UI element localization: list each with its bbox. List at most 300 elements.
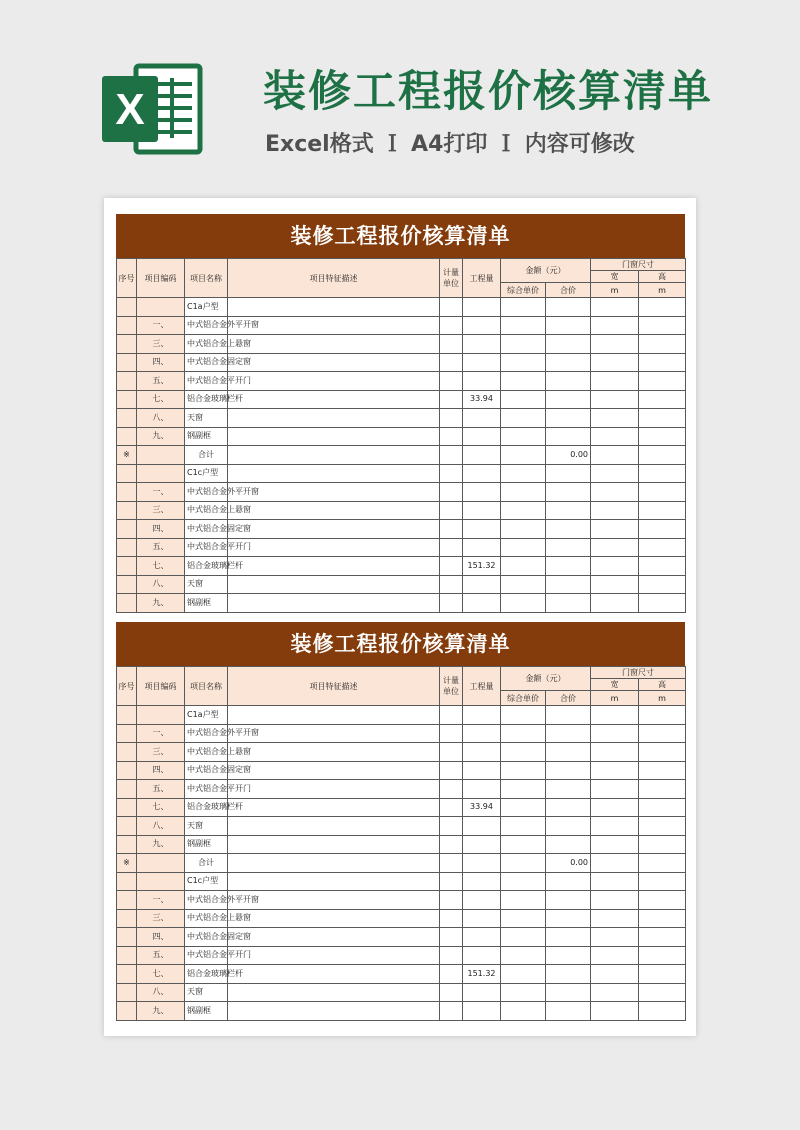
header-seq: 序号 xyxy=(117,259,137,298)
width-cell xyxy=(591,817,639,836)
height-cell xyxy=(639,390,686,409)
desc-cell xyxy=(228,335,440,354)
table-row xyxy=(117,353,686,372)
unit-price-cell xyxy=(501,724,546,743)
qty-cell xyxy=(463,372,501,391)
seq-cell xyxy=(117,872,137,891)
unit-cell xyxy=(440,557,463,576)
unit-price-cell xyxy=(501,1002,546,1021)
width-cell xyxy=(591,706,639,725)
name-cell: 铝合金玻璃栏杆 xyxy=(185,390,228,409)
width-cell xyxy=(591,427,639,446)
desc-cell xyxy=(228,594,440,613)
header-height-unit: m xyxy=(639,691,686,706)
height-cell xyxy=(639,520,686,539)
unit-cell xyxy=(440,835,463,854)
desc-cell xyxy=(228,409,440,428)
excel-logo-icon xyxy=(100,62,204,156)
code-cell: 七、 xyxy=(137,390,185,409)
header-height: 高 xyxy=(639,679,686,691)
qty-cell: 33.94 xyxy=(463,390,501,409)
width-cell xyxy=(591,1002,639,1021)
qty-cell xyxy=(463,780,501,799)
seq-cell xyxy=(117,501,137,520)
table-row xyxy=(117,335,686,354)
desc-cell xyxy=(228,761,440,780)
name-cell: 中式铝合金固定窗 xyxy=(185,761,228,780)
desc-cell xyxy=(228,353,440,372)
total-price-cell xyxy=(546,372,591,391)
qty-cell xyxy=(463,724,501,743)
header-height-unit: m xyxy=(639,283,686,298)
name-cell: 中式铝合金外平开窗 xyxy=(185,891,228,910)
width-cell xyxy=(591,965,639,984)
total-price-cell xyxy=(546,872,591,891)
unit-price-cell xyxy=(501,446,546,465)
total-price-cell xyxy=(546,928,591,947)
seq-cell xyxy=(117,575,137,594)
qty-cell xyxy=(463,353,501,372)
seq-cell xyxy=(117,817,137,836)
unit-price-cell xyxy=(501,427,546,446)
code-cell: 四、 xyxy=(137,520,185,539)
height-cell xyxy=(639,1002,686,1021)
height-cell xyxy=(639,446,686,465)
table-row xyxy=(117,427,686,446)
code-cell: 三、 xyxy=(137,335,185,354)
quote-sheet-block xyxy=(116,214,685,613)
qty-cell: 33.94 xyxy=(463,798,501,817)
code-cell xyxy=(137,464,185,483)
name-cell: 铝合金玻璃栏杆 xyxy=(185,557,228,576)
name-cell: 中式铝合金固定窗 xyxy=(185,353,228,372)
table-row xyxy=(117,706,686,725)
height-cell xyxy=(639,965,686,984)
seq-cell xyxy=(117,335,137,354)
header-width-unit: m xyxy=(591,283,639,298)
total-price-cell xyxy=(546,594,591,613)
unit-price-cell xyxy=(501,335,546,354)
width-cell xyxy=(591,446,639,465)
seq-cell xyxy=(117,835,137,854)
unit-price-cell xyxy=(501,409,546,428)
name-cell: C1c户型 xyxy=(185,464,228,483)
height-cell xyxy=(639,817,686,836)
unit-price-cell xyxy=(501,298,546,317)
unit-price-cell xyxy=(501,909,546,928)
name-cell: 钢副框 xyxy=(185,427,228,446)
total-price-cell xyxy=(546,538,591,557)
width-cell xyxy=(591,743,639,762)
qty-cell xyxy=(463,706,501,725)
unit-cell xyxy=(440,427,463,446)
total-price-cell xyxy=(546,835,591,854)
desc-cell xyxy=(228,390,440,409)
desc-cell xyxy=(228,891,440,910)
name-cell: 中式铝合金平开门 xyxy=(185,780,228,799)
unit-cell xyxy=(440,1002,463,1021)
code-cell: 五、 xyxy=(137,780,185,799)
total-price-cell xyxy=(546,817,591,836)
width-cell xyxy=(591,353,639,372)
table-row xyxy=(117,891,686,910)
code-cell: 八、 xyxy=(137,409,185,428)
table-row xyxy=(117,928,686,947)
table-row xyxy=(117,446,686,465)
width-cell xyxy=(591,891,639,910)
unit-price-cell xyxy=(501,538,546,557)
name-cell: 中式铝合金平开门 xyxy=(185,372,228,391)
qty-cell xyxy=(463,928,501,947)
height-cell xyxy=(639,798,686,817)
code-cell: 四、 xyxy=(137,928,185,947)
unit-price-cell xyxy=(501,353,546,372)
excel-logo-letter: X xyxy=(115,85,145,134)
width-cell xyxy=(591,872,639,891)
unit-cell xyxy=(440,706,463,725)
seq-cell xyxy=(117,298,137,317)
name-cell: 中式铝合金上悬窗 xyxy=(185,501,228,520)
width-cell xyxy=(591,798,639,817)
unit-cell xyxy=(440,501,463,520)
qty-cell xyxy=(463,538,501,557)
width-cell xyxy=(591,298,639,317)
unit-cell xyxy=(440,798,463,817)
desc-cell xyxy=(228,446,440,465)
header-unit: 计量单位 xyxy=(440,259,463,298)
unit-price-cell xyxy=(501,946,546,965)
header-amount: 金额（元） xyxy=(501,259,591,283)
height-cell xyxy=(639,372,686,391)
unit-price-cell xyxy=(501,891,546,910)
height-cell xyxy=(639,909,686,928)
unit-price-cell xyxy=(501,483,546,502)
quote-table xyxy=(116,258,686,613)
desc-cell xyxy=(228,427,440,446)
header-qty: 工程量 xyxy=(463,667,501,706)
name-cell: 天窗 xyxy=(185,817,228,836)
table-row xyxy=(117,743,686,762)
total-price-cell xyxy=(546,743,591,762)
total-price-cell xyxy=(546,724,591,743)
table-row xyxy=(117,483,686,502)
header-qty: 工程量 xyxy=(463,259,501,298)
header-name: 项目名称 xyxy=(185,667,228,706)
seq-cell: ※ xyxy=(117,854,137,873)
qty-cell xyxy=(463,854,501,873)
table-row xyxy=(117,557,686,576)
total-price-cell xyxy=(546,1002,591,1021)
seq-cell xyxy=(117,891,137,910)
desc-cell xyxy=(228,965,440,984)
unit-price-cell xyxy=(501,520,546,539)
width-cell xyxy=(591,761,639,780)
width-cell xyxy=(591,520,639,539)
qty-cell xyxy=(463,501,501,520)
width-cell xyxy=(591,316,639,335)
height-cell xyxy=(639,316,686,335)
height-cell xyxy=(639,706,686,725)
header-name: 项目名称 xyxy=(185,259,228,298)
name-cell: 天窗 xyxy=(185,983,228,1002)
seq-cell xyxy=(117,761,137,780)
header-total-price: 合价 xyxy=(546,283,591,298)
height-cell xyxy=(639,409,686,428)
code-cell: 三、 xyxy=(137,909,185,928)
width-cell xyxy=(591,409,639,428)
qty-cell xyxy=(463,520,501,539)
header-amount: 金额（元） xyxy=(501,667,591,691)
code-cell: 四、 xyxy=(137,353,185,372)
code-cell: 九、 xyxy=(137,1002,185,1021)
qty-cell xyxy=(463,761,501,780)
seq-cell xyxy=(117,316,137,335)
code-cell xyxy=(137,706,185,725)
desc-cell xyxy=(228,483,440,502)
header-height: 高 xyxy=(639,271,686,283)
unit-cell xyxy=(440,854,463,873)
desc-cell xyxy=(228,464,440,483)
seq-cell xyxy=(117,520,137,539)
qty-cell xyxy=(463,743,501,762)
width-cell xyxy=(591,594,639,613)
height-cell xyxy=(639,854,686,873)
table-row xyxy=(117,390,686,409)
qty-cell xyxy=(463,316,501,335)
unit-cell xyxy=(440,335,463,354)
table-row xyxy=(117,909,686,928)
name-cell: 中式铝合金平开门 xyxy=(185,946,228,965)
desc-cell xyxy=(228,575,440,594)
code-cell: 一、 xyxy=(137,891,185,910)
name-cell: 钢副框 xyxy=(185,1002,228,1021)
unit-price-cell xyxy=(501,594,546,613)
width-cell xyxy=(591,372,639,391)
width-cell xyxy=(591,983,639,1002)
width-cell xyxy=(591,464,639,483)
header-width-unit: m xyxy=(591,691,639,706)
total-price-cell xyxy=(546,353,591,372)
code-cell: 五、 xyxy=(137,372,185,391)
code-cell: 五、 xyxy=(137,946,185,965)
desc-cell xyxy=(228,743,440,762)
desc-cell xyxy=(228,780,440,799)
total-price-cell: 0.00 xyxy=(546,854,591,873)
qty-cell xyxy=(463,1002,501,1021)
total-price-cell xyxy=(546,909,591,928)
desc-cell xyxy=(228,372,440,391)
total-price-cell xyxy=(546,557,591,576)
width-cell xyxy=(591,557,639,576)
seq-cell xyxy=(117,743,137,762)
unit-cell xyxy=(440,372,463,391)
table-row xyxy=(117,575,686,594)
unit-cell xyxy=(440,983,463,1002)
width-cell xyxy=(591,335,639,354)
name-cell: 合计 xyxy=(185,854,228,873)
page-header xyxy=(0,0,800,200)
code-cell: 八、 xyxy=(137,983,185,1002)
height-cell xyxy=(639,538,686,557)
total-price-cell xyxy=(546,798,591,817)
header-unit: 计量单位 xyxy=(440,667,463,706)
table-row xyxy=(117,798,686,817)
name-cell: C1a户型 xyxy=(185,706,228,725)
width-cell xyxy=(591,390,639,409)
unit-cell xyxy=(440,390,463,409)
width-cell xyxy=(591,501,639,520)
unit-cell xyxy=(440,946,463,965)
page-subtitle: Excel格式 Ｉ A4打印 Ｉ 内容可修改 xyxy=(265,132,635,157)
table-row xyxy=(117,538,686,557)
code-cell: 一、 xyxy=(137,316,185,335)
unit-price-cell xyxy=(501,706,546,725)
unit-cell xyxy=(440,520,463,539)
code-cell: 九、 xyxy=(137,594,185,613)
header-unit-price: 综合单价 xyxy=(501,283,546,298)
unit-price-cell xyxy=(501,390,546,409)
desc-cell xyxy=(228,872,440,891)
unit-cell xyxy=(440,298,463,317)
total-price-cell xyxy=(546,520,591,539)
height-cell xyxy=(639,928,686,947)
seq-cell xyxy=(117,464,137,483)
seq-cell xyxy=(117,780,137,799)
qty-cell: 151.32 xyxy=(463,557,501,576)
table-row xyxy=(117,965,686,984)
code-cell: 三、 xyxy=(137,743,185,762)
width-cell xyxy=(591,483,639,502)
width-cell xyxy=(591,780,639,799)
header-desc: 项目特征描述 xyxy=(228,259,440,298)
code-cell: 七、 xyxy=(137,798,185,817)
table-row xyxy=(117,835,686,854)
width-cell xyxy=(591,835,639,854)
unit-price-cell xyxy=(501,316,546,335)
height-cell xyxy=(639,427,686,446)
code-cell xyxy=(137,298,185,317)
seq-cell xyxy=(117,706,137,725)
header-seq: 序号 xyxy=(117,667,137,706)
unit-cell xyxy=(440,538,463,557)
desc-cell xyxy=(228,520,440,539)
name-cell: 天窗 xyxy=(185,409,228,428)
unit-cell xyxy=(440,409,463,428)
name-cell: C1a户型 xyxy=(185,298,228,317)
unit-cell xyxy=(440,928,463,947)
height-cell xyxy=(639,501,686,520)
code-cell xyxy=(137,854,185,873)
width-cell xyxy=(591,575,639,594)
unit-price-cell xyxy=(501,965,546,984)
code-cell: 九、 xyxy=(137,835,185,854)
seq-cell xyxy=(117,594,137,613)
table-row xyxy=(117,372,686,391)
height-cell xyxy=(639,872,686,891)
name-cell: C1c户型 xyxy=(185,872,228,891)
header-code: 项目编码 xyxy=(137,259,185,298)
code-cell xyxy=(137,872,185,891)
name-cell: 中式铝合金外平开窗 xyxy=(185,483,228,502)
seq-cell xyxy=(117,427,137,446)
unit-cell xyxy=(440,594,463,613)
table-row xyxy=(117,594,686,613)
qty-cell xyxy=(463,335,501,354)
total-price-cell xyxy=(546,390,591,409)
width-cell xyxy=(591,854,639,873)
qty-cell xyxy=(463,298,501,317)
seq-cell xyxy=(117,798,137,817)
height-cell xyxy=(639,483,686,502)
unit-price-cell xyxy=(501,557,546,576)
width-cell xyxy=(591,538,639,557)
header-door-size: 门窗尺寸 xyxy=(591,259,686,271)
table-row xyxy=(117,520,686,539)
height-cell xyxy=(639,835,686,854)
qty-cell xyxy=(463,483,501,502)
header-code: 项目编码 xyxy=(137,667,185,706)
total-price-cell xyxy=(546,706,591,725)
unit-cell xyxy=(440,965,463,984)
desc-cell xyxy=(228,928,440,947)
height-cell xyxy=(639,464,686,483)
height-cell xyxy=(639,743,686,762)
table-row xyxy=(117,817,686,836)
total-price-cell xyxy=(546,761,591,780)
seq-cell xyxy=(117,965,137,984)
code-cell: 九、 xyxy=(137,427,185,446)
quote-sheet-block xyxy=(116,622,685,1021)
seq-cell xyxy=(117,538,137,557)
name-cell: 天窗 xyxy=(185,575,228,594)
unit-price-cell xyxy=(501,761,546,780)
seq-cell xyxy=(117,390,137,409)
width-cell xyxy=(591,724,639,743)
qty-cell xyxy=(463,575,501,594)
unit-price-cell xyxy=(501,743,546,762)
seq-cell xyxy=(117,353,137,372)
sheet-banner-title: 装修工程报价核算清单 xyxy=(116,214,685,258)
name-cell: 中式铝合金外平开窗 xyxy=(185,316,228,335)
unit-price-cell xyxy=(501,872,546,891)
total-price-cell xyxy=(546,483,591,502)
qty-cell xyxy=(463,446,501,465)
table-row xyxy=(117,464,686,483)
total-price-cell xyxy=(546,983,591,1002)
code-cell: 三、 xyxy=(137,501,185,520)
page-title: 装修工程报价核算清单 xyxy=(263,67,713,117)
total-price-cell xyxy=(546,298,591,317)
total-price-cell xyxy=(546,427,591,446)
unit-price-cell xyxy=(501,835,546,854)
total-price-cell xyxy=(546,335,591,354)
table-row xyxy=(117,946,686,965)
name-cell: 中式铝合金固定窗 xyxy=(185,520,228,539)
total-price-cell xyxy=(546,316,591,335)
desc-cell xyxy=(228,946,440,965)
unit-price-cell xyxy=(501,372,546,391)
table-row xyxy=(117,872,686,891)
desc-cell xyxy=(228,724,440,743)
table-row xyxy=(117,761,686,780)
header-door-size: 门窗尺寸 xyxy=(591,667,686,679)
qty-cell: 151.32 xyxy=(463,965,501,984)
name-cell: 铝合金玻璃栏杆 xyxy=(185,798,228,817)
unit-cell xyxy=(440,909,463,928)
code-cell xyxy=(137,446,185,465)
height-cell xyxy=(639,594,686,613)
total-price-cell xyxy=(546,946,591,965)
